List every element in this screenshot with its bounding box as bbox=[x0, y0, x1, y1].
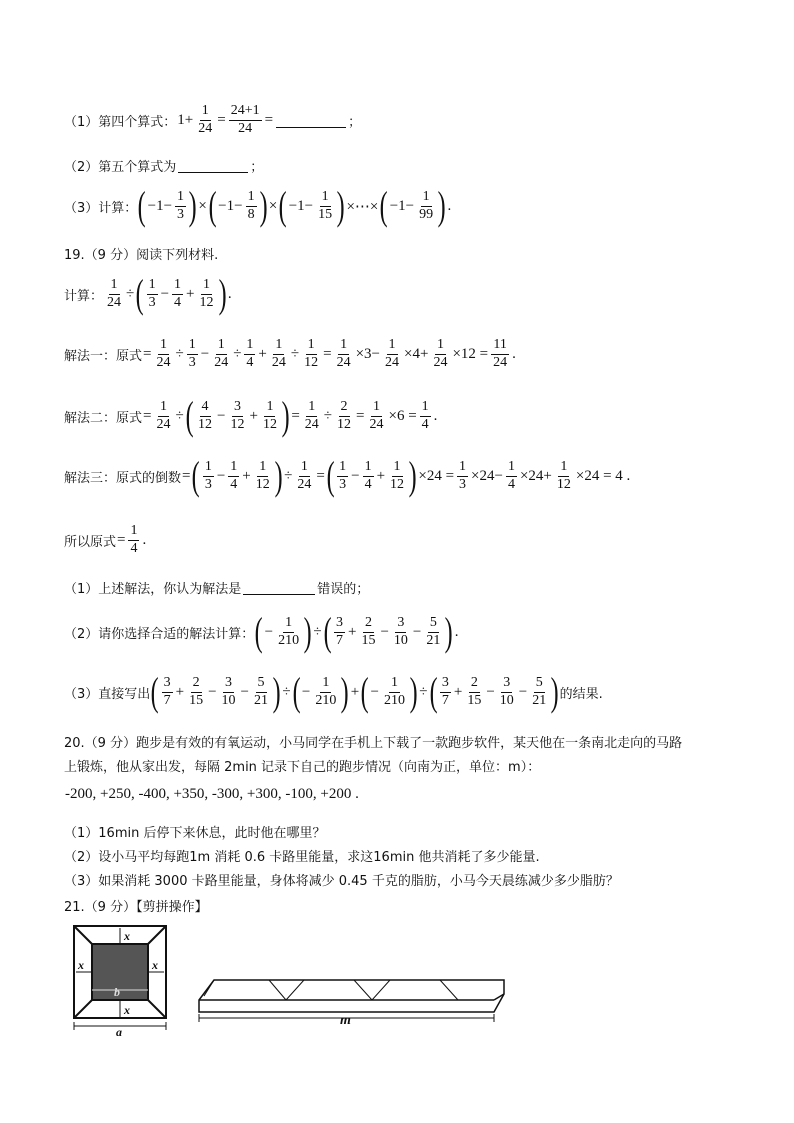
fraction: $\frac{1}{24}$ bbox=[107, 276, 122, 310]
fraction: $\frac{1}{24}$ bbox=[198, 103, 213, 136]
fraction: $\frac{5}{21}$ bbox=[254, 674, 269, 708]
solution2-expr: = $\frac{1}{24}$ ÷ ( $\frac{4}{12}$ − $\frac{3}{12}$ + $\frac{1}{12}$ ) = $\frac{1}{24}$ ÷ $\frac{2}{12}$ = $\frac{1}{24}$ ×6 = $\frac{1}{4}$ . bbox=[143, 393, 438, 438]
q19-conclusion: 所以原式 = $\frac{1}{4}$ . bbox=[64, 523, 147, 556]
q19-solution3: 解法三：原式的倒数 = ( $\frac{1}{3}$ − $\frac{1}{4}$ + $\frac{1}{12}$ ) ÷ $\frac{1}{24}$ = ( $\frac{1}{3}$ − $\frac{1}{4}$ + $\frac{1}{12}$ ) ×24 = $\frac{1}{3}$ ×24− $\frac{1}{4}$ ×24+ $\frac{1}{12}$ ×24 = 4 . bbox=[64, 453, 631, 498]
fraction: $\frac{1}{24}$ bbox=[214, 337, 229, 370]
q18-part3: （3）计算： ( −1− $\frac{1}{3}$ ) × ( −1− $\frac{1}{8}$ ) × ( −1− $\frac{1}{15}$ ) ×⋯× ( −1− $\frac{1}{99}$ ) . bbox=[64, 183, 452, 228]
conclusion-expr: = $\frac{1}{4}$ . bbox=[117, 523, 147, 556]
long-strip-figure bbox=[199, 980, 504, 1022]
fraction: $\frac{3}{7}$ bbox=[441, 674, 449, 708]
fraction: $\frac{1}{99}$ bbox=[419, 188, 434, 222]
part2-expr: ( − $\frac{1}{210}$ ) ÷ ( $\frac{3}{7}$ + $\frac{2}{15}$ − $\frac{3}{10}$ − $\frac{5}{21}$ ) . bbox=[254, 609, 459, 654]
square-paper-figure bbox=[74, 926, 166, 1030]
fraction: $\frac{3}{7}$ bbox=[163, 674, 171, 708]
fraction: $\frac{11}{24}$ bbox=[493, 337, 508, 370]
fraction: $\frac{2}{12}$ bbox=[337, 398, 352, 432]
q18-part3-label: （3）计算： bbox=[64, 200, 138, 216]
fraction: $\frac{1}{24}$ bbox=[304, 398, 319, 432]
fraction: $\frac{1}{12}$ bbox=[255, 458, 270, 492]
answer-blank[interactable] bbox=[243, 580, 315, 595]
fraction: $\frac{4}{12}$ bbox=[198, 398, 213, 432]
fraction: $\frac{1}{210}$ bbox=[315, 674, 337, 708]
part3-expr: ( $\frac{3}{7}$ + $\frac{2}{15}$ − $\frac{3}{10}$ − $\frac{5}{21}$ ) ÷ ( − $\frac{1}{210}$ ) + ( − $\frac{1}{210}$ ) ÷ ( $\frac{3}{7}$ + $\frac{2}{15}$ − $\frac{3}{10}$ − $\frac{5}{21}$ ) bbox=[150, 669, 559, 714]
solution3-expr: = ( $\frac{1}{3}$ − $\frac{1}{4}$ + $\frac{1}{12}$ ) ÷ $\frac{1}{24}$ = ( $\frac{1}{3}$ − $\frac{1}{4}$ + $\frac{1}{12}$ ) ×24 = $\frac{1}{3}$ ×24− $\frac{1}{4}$ ×24+ $\frac{1}{12}$ ×24 = 4 . bbox=[182, 453, 631, 498]
fraction: $\frac{1}{210}$ bbox=[278, 614, 300, 648]
q20-part3: （3）如果消耗 3000 卡路里能量，身体将减少 0.45 千克的脂肪，小马今天晨练减少多少脂肪？ bbox=[64, 874, 619, 889]
fraction: $\frac{1}{4}$ bbox=[130, 523, 138, 556]
fraction: $\frac{5}{21}$ bbox=[426, 614, 441, 648]
fraction: $\frac{3}{10}$ bbox=[393, 614, 408, 648]
fraction: $\frac{1}{12}$ bbox=[199, 276, 214, 310]
fraction: $\frac{1}{8}$ bbox=[247, 188, 255, 222]
fraction: $\frac{1}{12}$ bbox=[262, 398, 277, 432]
fraction: $\frac{1}{4}$ bbox=[230, 458, 238, 492]
fraction: $\frac{1}{3}$ bbox=[148, 276, 156, 310]
fraction: $\frac{1}{3}$ bbox=[339, 458, 347, 492]
fraction: $\frac{1}{15}$ bbox=[318, 188, 333, 222]
q19-part2: （2）请你选择合适的解法计算： ( − $\frac{1}{210}$ ) ÷ ( $\frac{3}{7}$ + $\frac{2}{15}$ − $\frac{3}{10}$ − $\frac{5}{21}$ ) . bbox=[64, 609, 459, 654]
fraction: $\frac{3}{7}$ bbox=[335, 614, 343, 648]
fraction: $\frac{1}{24}$ bbox=[297, 458, 312, 492]
fraction: $\frac{1}{24}$ bbox=[271, 337, 286, 370]
answer-blank[interactable] bbox=[276, 113, 346, 128]
fraction: $\frac{1}{24}$ bbox=[385, 337, 400, 370]
fraction: $\frac{1}{24}$ bbox=[156, 398, 171, 432]
q20-data: -200, +250, -400, +350, -300, +300, -100, +200 . bbox=[65, 786, 359, 802]
label-x-bottom: x bbox=[124, 1003, 130, 1017]
fraction: $\frac{1}{210}$ bbox=[383, 674, 405, 708]
answer-blank[interactable] bbox=[178, 158, 248, 173]
fraction: $\frac{1}{4}$ bbox=[421, 398, 429, 432]
solution1-expr: = $\frac{1}{24}$ ÷ $\frac{1}{3}$ − $\frac{1}{24}$ ÷ $\frac{1}{4}$ + $\frac{1}{24}$ ÷ $\frac{1}{12}$ = $\frac{1}{24}$ ×3− $\frac{1}{24}$ ×4+ $\frac{1}{24}$ ×12 = $\frac{11}{24}$ . bbox=[143, 337, 516, 370]
q21-figure bbox=[64, 918, 534, 1038]
fraction: $\frac{3}{12}$ bbox=[230, 398, 245, 432]
q19-solution1: 解法一：原式 = $\frac{1}{24}$ ÷ $\frac{1}{3}$ − $\frac{1}{24}$ ÷ $\frac{1}{4}$ + $\frac{1}{24}$ ÷ $\frac{1}{12}$ = $\frac{1}{24}$ ×3− $\frac{1}{24}$ ×4+ $\frac{1}{24}$ ×12 = $\frac{11}{24}$ . bbox=[64, 337, 516, 370]
fraction: $\frac{1}{24}$ bbox=[336, 337, 351, 370]
fraction: $\frac{1}{12}$ bbox=[556, 458, 571, 492]
fraction: $\frac{1}{4}$ bbox=[364, 458, 372, 492]
fraction: $\frac{1}{3}$ bbox=[188, 337, 196, 370]
fraction: $\frac{1}{24}$ bbox=[156, 337, 171, 370]
fraction: $\frac{3}{10}$ bbox=[499, 674, 514, 708]
q19-solution2: 解法二：原式 = $\frac{1}{24}$ ÷ ( $\frac{4}{12}$ − $\frac{3}{12}$ + $\frac{1}{12}$ ) = $\frac{1}{24}$ ÷ $\frac{2}{12}$ = $\frac{1}{24}$ ×6 = $\frac{1}{4}$ . bbox=[64, 393, 438, 438]
label-b: b bbox=[114, 985, 120, 999]
q19-part3: （3）直接写出 ( $\frac{3}{7}$ + $\frac{2}{15}$ − $\frac{3}{10}$ − $\frac{5}{21}$ ) ÷ ( − $\frac{1}{210}$ ) + ( − $\frac{1}{210}$ ) ÷ ( $\frac{3}{7}$ + $\frac{2}{15}$ − $\frac{3}{10}$ − $\frac{5}{21}$ ) 的结果. bbox=[64, 669, 603, 714]
q18-part1-label: （1）第四个算式： bbox=[64, 114, 177, 130]
fraction: $\frac{1}{4}$ bbox=[507, 458, 515, 492]
q20-part2: （2）设小马平均每跑1m 消耗 0.6 卡路里能量，求这16min 他共消耗了多少能量. bbox=[64, 850, 540, 865]
label-a: a bbox=[116, 1025, 122, 1038]
q20-title-cont: 上锻炼，他从家出发，每隔 2min 记录下自己的跑步情况（向南为正，单位：m）： bbox=[64, 760, 541, 775]
label-x-right: x bbox=[152, 958, 158, 972]
fraction: $\frac{2}{15}$ bbox=[189, 674, 204, 708]
q19-title: 19.（9 分）阅读下列材料. bbox=[64, 248, 219, 263]
label-x-left: x bbox=[78, 958, 84, 972]
q20-part1: （1）16min 后停下来休息，此时他在哪里？ bbox=[64, 826, 326, 841]
fraction: $\frac{1}{24}$ bbox=[369, 398, 384, 432]
fraction: $\frac{1}{4}$ bbox=[174, 276, 182, 310]
q18-part2-label: （2）第五个算式为 bbox=[64, 160, 177, 175]
q18-part1: （1）第四个算式： 1+ $\frac{1}{24}$ = $\frac{24+1}{24}$ = ； bbox=[64, 103, 362, 136]
label-m: m bbox=[340, 1013, 351, 1028]
q19-calc: 计算： $\frac{1}{24}$ ÷ ( $\frac{1}{3}$ − $\frac{1}{4}$ + $\frac{1}{12}$ ) . bbox=[64, 271, 232, 316]
q21-title: 21.（9 分）【剪拼操作】 bbox=[64, 900, 208, 915]
fraction: $\frac{1}{12}$ bbox=[390, 458, 405, 492]
fraction: $\frac{5}{21}$ bbox=[532, 674, 547, 708]
fraction: $\frac{1}{4}$ bbox=[246, 337, 254, 370]
fraction: $\frac{1}{3}$ bbox=[204, 458, 212, 492]
fraction: $\frac{2}{15}$ bbox=[467, 674, 482, 708]
fraction: $\frac{1}{3}$ bbox=[459, 458, 467, 492]
fraction: $\frac{1}{24}$ bbox=[433, 337, 448, 370]
q20-title: 20.（9 分）跑步是有效的有氧运动，小马同学在手机上下载了一款跑步软件，某天他在一条南北走向的马路 bbox=[64, 736, 683, 751]
label-x-top: x bbox=[124, 929, 130, 943]
fraction: $\frac{1}{3}$ bbox=[177, 188, 185, 222]
q18-part2: （2）第五个算式为 ； bbox=[64, 156, 263, 175]
fraction: $\frac{2}{15}$ bbox=[361, 614, 376, 648]
fraction: $\frac{1}{12}$ bbox=[304, 337, 319, 370]
fraction: $\frac{24+1}{24}$ bbox=[230, 103, 260, 136]
fraction: $\frac{3}{10}$ bbox=[221, 674, 236, 708]
q19-part1: （1）上述解法，你认为解法是 错误的； bbox=[64, 582, 370, 597]
